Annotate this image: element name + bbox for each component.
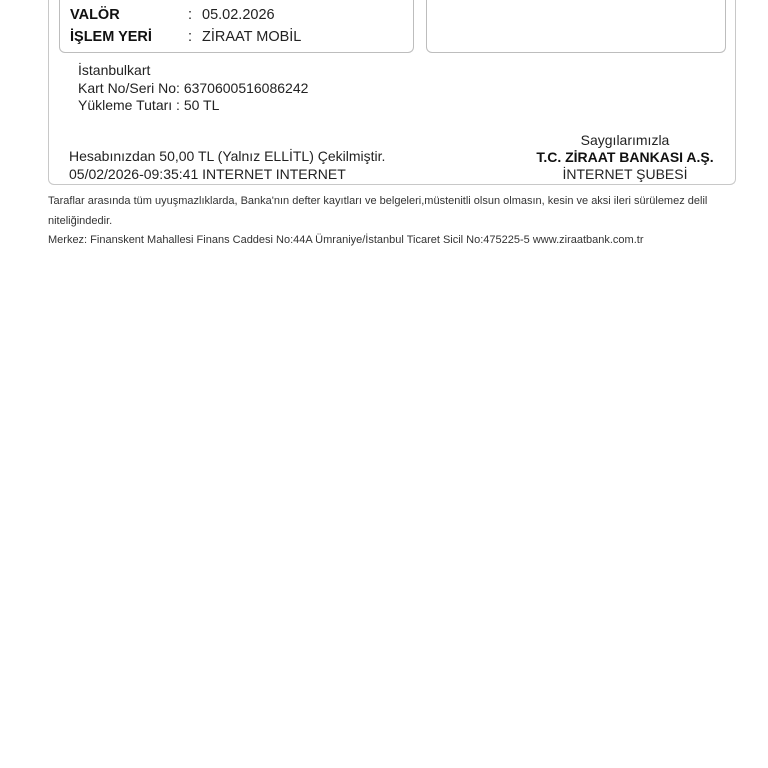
field-label: İŞLEM YERİ: [70, 29, 152, 45]
bank-signature: [520, 132, 730, 183]
card-number: Kart No/Seri No: 6370600516086242: [78, 79, 309, 96]
load-amount: Yükleme Tutarı : 50 TL: [78, 97, 220, 113]
card-details: [78, 62, 308, 115]
field-label: VALÖR: [70, 7, 120, 23]
transaction-timestamp: 05/02/2026-09:35:41 INTERNET INTERNET: [69, 165, 346, 182]
debit-amount-text: Hesabınızdan 50,00 TL (Yalnız ELLİTL) Çekilmiştir.: [69, 148, 386, 164]
card-name: İstanbulkart: [78, 62, 151, 78]
field-colon: :: [188, 7, 193, 23]
secondary-info-box: [426, 0, 726, 53]
branch-name: İNTERNET ŞUBESİ: [562, 166, 688, 182]
bank-name: T.C. ZİRAAT BANKASI A.Ş.: [536, 149, 714, 165]
legal-disclaimer: Taraflar arasında tüm uyuşmazlıklarda, Banka'nın defter kayıtları ve belgeleri,müstenitli olsun olmasın, kesin ve aksi ileri sürülemez delil niteliğindedir.: [48, 195, 708, 227]
signature-greeting: Saygılarımızla: [580, 132, 670, 148]
field-value: ZİRAAT MOBİL: [202, 29, 302, 45]
clipped-field-row: [70, 0, 400, 2]
field-colon: :: [188, 29, 193, 45]
headquarters-address: Merkez: Finanskent Mahallesi Finans Caddesi No:44A Ümraniye/İstanbul Ticaret Sicil No:475225-5 www.ziraatbank.com.tr: [48, 234, 644, 246]
debit-info: [69, 148, 385, 183]
field-value: 05.02.2026: [202, 7, 275, 23]
